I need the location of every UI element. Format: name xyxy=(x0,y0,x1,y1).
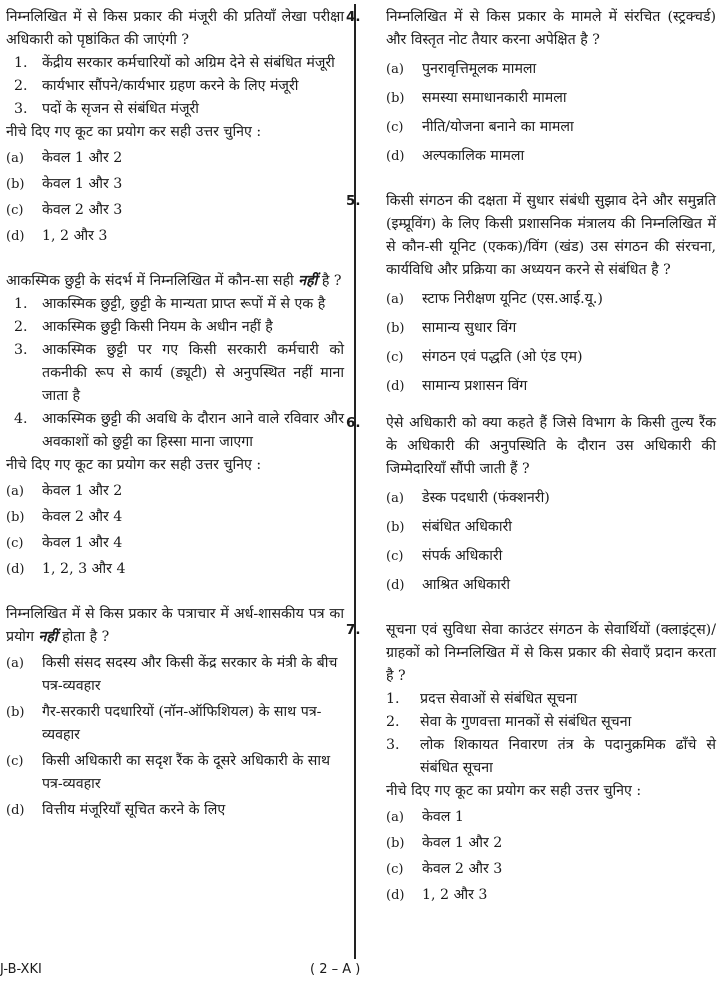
option-c: (c) संपर्क अधिकारी xyxy=(386,548,503,564)
options-list xyxy=(386,806,716,907)
statement-list xyxy=(6,52,344,121)
option-c: (c) केवल 2 और 3 xyxy=(386,861,503,877)
statement-item: 1. आकस्मिक छुट्टी, छुट्टी के मान्यता प्राप्त रूपों में से एक है xyxy=(14,296,326,312)
question-text: निम्नलिखित में से किस प्रकार की मंजूरी की प्रतियाँ लेखा परीक्षा अधिकारी को पृष्ठांकित की जाएंगी ? xyxy=(6,9,344,48)
page-number: ( 2 – A ) xyxy=(310,962,361,977)
code-instruction: नीचे दिए गए कूट का प्रयोग कर सही उत्तर चुनिए : xyxy=(6,124,262,140)
statement-item: 2. सेवा के गुणवत्ता मानकों से संबंधित सूचना xyxy=(386,714,632,730)
question-7 xyxy=(346,619,716,907)
option-b: (b) केवल 1 और 2 xyxy=(386,835,503,851)
question-number: 6. xyxy=(346,415,361,431)
question-text: ऐसे अधिकारी को क्या कहते हैं जिसे विभाग के किसी तुल्य रैंक के अधिकारी की अनुपस्थिति के दौरान उस अधिकारी की जिम्मेदारियाँ सौंपी जाती हैं ? xyxy=(386,415,716,477)
statement-list xyxy=(6,293,344,454)
emphasis-not: नहीं xyxy=(38,629,58,645)
option-b: (b) संबंधित अधिकारी xyxy=(386,519,512,535)
question-text: निम्नलिखित में से किस प्रकार के पत्राचार में अर्ध-शासकीय पत्र का प्रयोग नहीं होता है ? xyxy=(6,606,344,645)
option-b: (b) सामान्य सुधार विंग xyxy=(386,320,517,336)
question-text: किसी संगठन की दक्षता में सुधार संबंधी सुझाव देने और समुन्नति (इम्प्रूविंग) के लिए किसी प्रशासनिक मंत्रालय की निम्नलिखित में से कौन-सी यूनिट (एकक)/विंग (खंड) उस संगठन की संरचना, कार्यविधि और प्रक्रिया का अध्ययन करने से संबंधित है ? xyxy=(386,193,716,278)
option-a: (a) स्टाफ निरीक्षण यूनिट (एस.आई.यू.) xyxy=(386,291,603,307)
question-6 xyxy=(346,412,716,597)
statement-item: 3. आकस्मिक छुट्टी पर गए किसी सरकारी कर्मचारी को तकनीकी रूप से कार्य (ड्यूटी) से अनुपस्थित नहीं माना जाता है xyxy=(14,342,344,404)
statement-item: 4. आकस्मिक छुट्टी की अवधि के दौरान आने वाले रविवार और अवकाशों को छुट्टी का हिस्सा माना जाएगा xyxy=(14,411,344,450)
option-a: (a) केवल 1 xyxy=(386,809,464,825)
option-d: (d) अल्पकालिक मामला xyxy=(386,148,525,164)
statement-item: 3. पदों के सृजन से संबंधित मंजूरी xyxy=(14,101,199,117)
option-d: (d) 1, 2 और 3 xyxy=(6,228,108,244)
option-d: (d) सामान्य प्रशासन विंग xyxy=(386,378,528,394)
question-number: 7. xyxy=(346,622,361,638)
statement-item: 3. लोक शिकायत निवारण तंत्र के पदानुक्रमिक ढाँचे से संबंधित सूचना xyxy=(386,737,716,776)
statement-list xyxy=(386,688,716,780)
code-instruction: नीचे दिए गए कूट का प्रयोग कर सही उत्तर चुनिए : xyxy=(386,783,642,799)
option-d: (d) 1, 2, 3 और 4 xyxy=(6,561,126,577)
question-4 xyxy=(346,6,716,168)
option-a: (a) केवल 1 और 2 xyxy=(6,483,123,499)
question-number: 5. xyxy=(346,193,361,209)
option-a: (a) डेस्क पदधारी (फंक्शनरी) xyxy=(386,490,550,506)
option-d: (d) 1, 2 और 3 xyxy=(386,887,488,903)
option-c: (c) किसी अधिकारी का सदृश रैंक के दूसरे अधिकारी के साथ पत्र-व्यवहार xyxy=(6,753,331,792)
options-list xyxy=(6,652,344,822)
option-b: (b) केवल 1 और 3 xyxy=(6,176,123,192)
question-2 xyxy=(6,270,344,581)
option-a: (a) किसी संसद सदस्य और किसी केंद्र सरकार के मंत्री के बीच पत्र-व्यवहार xyxy=(6,655,338,694)
option-c: (c) नीति/योजना बनाने का मामला xyxy=(386,119,574,135)
statement-item: 1. प्रदत्त सेवाओं से संबंधित सूचना xyxy=(386,691,578,707)
option-d: (d) वित्तीय मंजूरियाँ सूचित करने के लिए xyxy=(6,802,226,818)
emphasis-not: नहीं xyxy=(298,273,318,289)
options-list xyxy=(6,480,344,581)
question-text: आकस्मिक छुट्टी के संदर्भ में निम्नलिखित में कौन-सा सही नहीं है ? xyxy=(6,273,342,289)
statement-item: 2. कार्यभार सौंपने/कार्यभार ग्रहण करने के लिए मंजूरी xyxy=(14,78,299,94)
option-c: (c) केवल 1 और 4 xyxy=(6,535,123,551)
options-list xyxy=(386,487,716,597)
options-list xyxy=(6,147,344,248)
statement-item: 1. केंद्रीय सरकार कर्मचारियों को अग्रिम देने से संबंधित मंजूरी xyxy=(14,55,335,71)
code-instruction: नीचे दिए गए कूट का प्रयोग कर सही उत्तर चुनिए : xyxy=(6,457,262,473)
option-b: (b) केवल 2 और 4 xyxy=(6,509,123,525)
question-3 xyxy=(6,603,344,822)
question-text: सूचना एवं सुविधा सेवा काउंटर संगठन के सेवार्थियों (क्लाइंट्स)/ग्राहकों को निम्नलिखित में से किस प्रकार की सेवाएँ प्रदान करता है ? xyxy=(386,622,716,684)
options-list xyxy=(386,288,716,398)
option-d: (d) आश्रित अधिकारी xyxy=(386,577,511,593)
question-text: निम्नलिखित में से किस प्रकार के मामले में संरचित (स्ट्रक्चर्ड) और विस्तृत नोट तैयार करना अपेक्षित है ? xyxy=(386,9,716,48)
option-c: (c) केवल 2 और 3 xyxy=(6,202,123,218)
option-c: (c) संगठन एवं पद्धति (ओ एंड एम) xyxy=(386,349,583,365)
booklet-code: J-B-XKI xyxy=(0,962,42,977)
left-column xyxy=(6,6,344,822)
right-column xyxy=(346,6,716,907)
option-a: (a) केवल 1 और 2 xyxy=(6,150,123,166)
question-1 xyxy=(6,6,344,248)
statement-item: 2. आकस्मिक छुट्टी किसी नियम के अधीन नहीं है xyxy=(14,319,273,335)
option-a: (a) पुनरावृत्तिमूलक मामला xyxy=(386,61,537,77)
question-5 xyxy=(346,190,716,398)
option-b: (b) समस्या समाधानकारी मामला xyxy=(386,90,567,106)
options-list xyxy=(386,58,716,168)
option-b: (b) गैर-सरकारी पदधारियों (नॉन-ऑफिशियल) के साथ पत्र-व्यवहार xyxy=(6,704,322,743)
question-number: 4. xyxy=(346,9,361,25)
